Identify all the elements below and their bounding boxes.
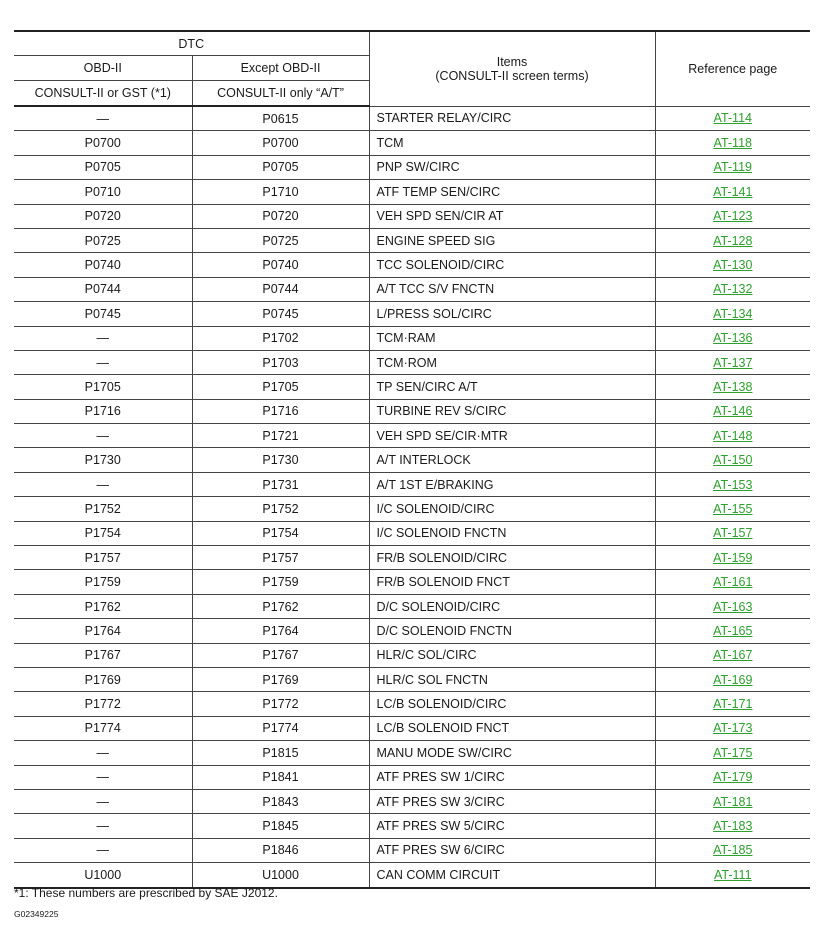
table-row [14,594,810,618]
dtc-except-obd2-cell: P1774 [192,716,369,740]
dtc-except-obd2-cell: P1841 [192,765,369,789]
dtc-except-obd2-cell: P1710 [192,180,369,204]
dtc-obd2-cell: P0710 [14,180,192,204]
item-cell: ATF PRES SW 1/CIRC [369,765,655,789]
item-cell: FR/B SOLENOID/CIRC [369,546,655,570]
reference-page-link[interactable]: AT-181 [713,794,753,809]
item-cell: TCM·ROM [369,350,655,374]
item-cell: ATF PRES SW 3/CIRC [369,789,655,813]
dtc-obd2-cell: P1774 [14,716,192,740]
figure-id: G02349225 [14,909,59,919]
dtc-obd2-cell: P1705 [14,375,192,399]
dtc-obd2-cell: — [14,326,192,350]
table-row [14,667,810,691]
dtc-except-obd2-cell: P1702 [192,326,369,350]
table-row [14,497,810,521]
reference-page-cell [655,570,810,594]
reference-page-link[interactable]: AT-175 [713,745,753,760]
table-row [14,399,810,423]
footnote: *1: These numbers are prescribed by SAE J2012. [14,886,278,900]
item-cell: VEH SPD SEN/CIR AT [369,204,655,228]
dtc-obd2-cell: P1757 [14,546,192,570]
reference-page-link[interactable]: AT-159 [713,550,753,565]
item-cell: A/T INTERLOCK [369,448,655,472]
item-cell: ATF PRES SW 5/CIRC [369,814,655,838]
table-row [14,180,810,204]
reference-page-link[interactable]: AT-155 [713,501,753,516]
table-row [14,277,810,301]
reference-page-cell [655,716,810,740]
table-row [14,131,810,155]
dtc-except-obd2-cell: P1703 [192,350,369,374]
reference-page-link[interactable]: AT-136 [713,331,753,346]
dtc-except-obd2-cell: P1705 [192,375,369,399]
table-row [14,521,810,545]
dtc-obd2-cell: P1767 [14,643,192,667]
table-row [14,424,810,448]
dtc-obd2-cell: P0720 [14,204,192,228]
table-row [14,789,810,813]
reference-page-link[interactable]: AT-148 [713,428,753,443]
reference-page-link[interactable]: AT-134 [713,306,753,321]
dtc-obd2-cell: — [14,741,192,765]
item-cell: LC/B SOLENOID FNCT [369,716,655,740]
dtc-obd2-cell: P1716 [14,399,192,423]
reference-page-cell [655,204,810,228]
reference-page-cell [655,863,810,888]
consult-gst-header: CONSULT-II or GST (*1) [14,81,192,107]
reference-page-link[interactable]: AT-163 [713,599,753,614]
dtc-except-obd2-cell: P1759 [192,570,369,594]
table-row [14,741,810,765]
item-cell: HLR/C SOL FNCTN [369,667,655,691]
table-row [14,228,810,252]
reference-page-cell [655,155,810,179]
dtc-except-obd2-cell: P0725 [192,228,369,252]
reference-page-cell [655,326,810,350]
reference-page-link[interactable]: AT-132 [713,282,753,297]
consult-only-header: CONSULT-II only “A/T” [192,81,369,107]
reference-page-link[interactable]: AT-141 [713,184,753,199]
reference-page-cell [655,497,810,521]
dtc-except-obd2-cell: P0700 [192,131,369,155]
table-row [14,253,810,277]
reference-page-link[interactable]: AT-138 [713,379,753,394]
table-row [14,838,810,862]
reference-page-link[interactable]: AT-185 [713,843,753,858]
dtc-obd2-cell: P1754 [14,521,192,545]
dtc-obd2-cell: P1752 [14,497,192,521]
dtc-header: DTC [14,31,369,56]
except-obd2-header: Except OBD-II [192,56,369,81]
reference-page-link[interactable]: AT-157 [713,526,753,541]
table-row [14,472,810,496]
reference-page-cell [655,302,810,326]
item-cell: TURBINE REV S/CIRC [369,399,655,423]
item-cell: CAN COMM CIRCUIT [369,863,655,888]
dtc-obd2-cell: — [14,838,192,862]
reference-page-cell [655,546,810,570]
dtc-except-obd2-cell: P1716 [192,399,369,423]
reference-page-header: Reference page [655,31,810,106]
dtc-except-obd2-cell: P1769 [192,667,369,691]
reference-page-link[interactable]: AT-183 [713,819,753,834]
table-body [14,106,810,888]
reference-page-link[interactable]: AT-165 [713,623,753,638]
reference-page-link[interactable]: AT-123 [713,209,753,224]
reference-page-cell [655,180,810,204]
reference-page-cell [655,765,810,789]
reference-page-link[interactable]: AT-130 [713,258,753,273]
reference-page-cell [655,619,810,643]
reference-page-link[interactable]: AT-150 [713,453,753,468]
item-cell: ATF PRES SW 6/CIRC [369,838,655,862]
dtc-except-obd2-cell: P0720 [192,204,369,228]
dtc-obd2-cell: P1730 [14,448,192,472]
item-cell: TP SEN/CIRC A/T [369,375,655,399]
dtc-obd2-cell: — [14,789,192,813]
table-row [14,643,810,667]
reference-page-cell [655,106,810,131]
dtc-except-obd2-cell: P1843 [192,789,369,813]
table-row [14,765,810,789]
table-row [14,546,810,570]
dtc-except-obd2-cell: P1731 [192,472,369,496]
dtc-except-obd2-cell: U1000 [192,863,369,888]
reference-page-link[interactable]: AT-179 [713,770,753,785]
table-row [14,448,810,472]
reference-page-link[interactable]: AT-171 [713,697,753,712]
table-row [14,106,810,131]
reference-page-cell [655,594,810,618]
dtc-except-obd2-cell: P1764 [192,619,369,643]
reference-page-link[interactable]: AT-161 [713,575,753,590]
dtc-obd2-cell: P0705 [14,155,192,179]
dtc-obd2-cell: P1762 [14,594,192,618]
reference-page-link[interactable]: AT-118 [713,136,752,151]
reference-page-link[interactable]: AT-128 [713,233,753,248]
dtc-obd2-cell: P0744 [14,277,192,301]
reference-page-cell [655,667,810,691]
item-cell: PNP SW/CIRC [369,155,655,179]
dtc-obd2-cell: P1769 [14,667,192,691]
dtc-except-obd2-cell: P1767 [192,643,369,667]
dtc-except-obd2-cell: P0740 [192,253,369,277]
item-cell: STARTER RELAY/CIRC [369,106,655,131]
items-header-line2: (CONSULT-II screen terms) [435,68,589,83]
reference-page-cell [655,399,810,423]
dtc-obd2-cell: — [14,814,192,838]
reference-page-link[interactable]: AT-111 [714,867,752,882]
dtc-obd2-cell: P1759 [14,570,192,594]
item-cell: TCM [369,131,655,155]
item-cell: L/PRESS SOL/CIRC [369,302,655,326]
reference-page-cell [655,741,810,765]
reference-page-link[interactable]: AT-167 [713,648,753,663]
reference-page-cell [655,131,810,155]
reference-page-cell [655,521,810,545]
reference-page-link[interactable]: AT-114 [713,111,752,126]
item-cell: TCM·RAM [369,326,655,350]
item-cell: FR/B SOLENOID FNCT [369,570,655,594]
table-row [14,692,810,716]
item-cell: TCC SOLENOID/CIRC [369,253,655,277]
dtc-obd2-cell: U1000 [14,863,192,888]
reference-page-link[interactable]: AT-137 [713,355,753,370]
dtc-obd2-cell: P0745 [14,302,192,326]
item-cell: D/C SOLENOID FNCTN [369,619,655,643]
item-cell: D/C SOLENOID/CIRC [369,594,655,618]
reference-page-cell [655,228,810,252]
table-row [14,716,810,740]
dtc-except-obd2-cell: P1815 [192,741,369,765]
reference-page-cell [655,448,810,472]
table-row [14,350,810,374]
item-cell: LC/B SOLENOID/CIRC [369,692,655,716]
table-row [14,302,810,326]
dtc-except-obd2-cell: P1754 [192,521,369,545]
reference-page-link[interactable]: AT-146 [713,404,753,419]
item-cell: A/T 1ST E/BRAKING [369,472,655,496]
reference-page-link[interactable]: AT-153 [713,477,753,492]
dtc-except-obd2-cell: P1730 [192,448,369,472]
dtc-obd2-cell: P1772 [14,692,192,716]
item-cell: ENGINE SPEED SIG [369,228,655,252]
dtc-except-obd2-cell: P0615 [192,106,369,131]
reference-page-cell [655,789,810,813]
reference-page-cell [655,838,810,862]
dtc-obd2-cell: P0700 [14,131,192,155]
table-row [14,570,810,594]
dtc-except-obd2-cell: P1757 [192,546,369,570]
reference-page-cell [655,643,810,667]
table-row [14,814,810,838]
items-header [369,31,655,106]
dtc-except-obd2-cell: P1846 [192,838,369,862]
obd2-header: OBD-II [14,56,192,81]
items-header-line1: Items [496,54,528,69]
item-cell: I/C SOLENOID/CIRC [369,497,655,521]
table-row [14,155,810,179]
dtc-obd2-cell: P0740 [14,253,192,277]
dtc-table [14,30,810,889]
reference-page-cell [655,350,810,374]
reference-page-link[interactable]: AT-169 [713,672,753,687]
reference-page-cell [655,472,810,496]
item-cell: ATF TEMP SEN/CIRC [369,180,655,204]
table-row [14,619,810,643]
dtc-obd2-cell: — [14,424,192,448]
reference-page-cell [655,814,810,838]
table-row [14,375,810,399]
reference-page-cell [655,424,810,448]
dtc-obd2-cell: — [14,472,192,496]
dtc-except-obd2-cell: P1772 [192,692,369,716]
reference-page-cell [655,253,810,277]
dtc-except-obd2-cell: P1845 [192,814,369,838]
reference-page-link[interactable]: AT-119 [713,160,752,175]
dtc-except-obd2-cell: P1752 [192,497,369,521]
item-cell: A/T TCC S/V FNCTN [369,277,655,301]
dtc-except-obd2-cell: P0705 [192,155,369,179]
item-cell: MANU MODE SW/CIRC [369,741,655,765]
table-row [14,326,810,350]
reference-page-link[interactable]: AT-173 [713,721,753,736]
table-header [14,31,810,106]
dtc-obd2-cell: — [14,106,192,131]
dtc-except-obd2-cell: P0745 [192,302,369,326]
dtc-except-obd2-cell: P1762 [192,594,369,618]
dtc-obd2-cell: P0725 [14,228,192,252]
dtc-obd2-cell: P1764 [14,619,192,643]
dtc-except-obd2-cell: P0744 [192,277,369,301]
item-cell: I/C SOLENOID FNCTN [369,521,655,545]
dtc-obd2-cell: — [14,765,192,789]
item-cell: HLR/C SOL/CIRC [369,643,655,667]
table-row [14,863,810,888]
reference-page-cell [655,692,810,716]
item-cell: VEH SPD SE/CIR·MTR [369,424,655,448]
reference-page-cell [655,277,810,301]
table-row [14,204,810,228]
dtc-except-obd2-cell: P1721 [192,424,369,448]
dtc-obd2-cell: — [14,350,192,374]
reference-page-cell [655,375,810,399]
